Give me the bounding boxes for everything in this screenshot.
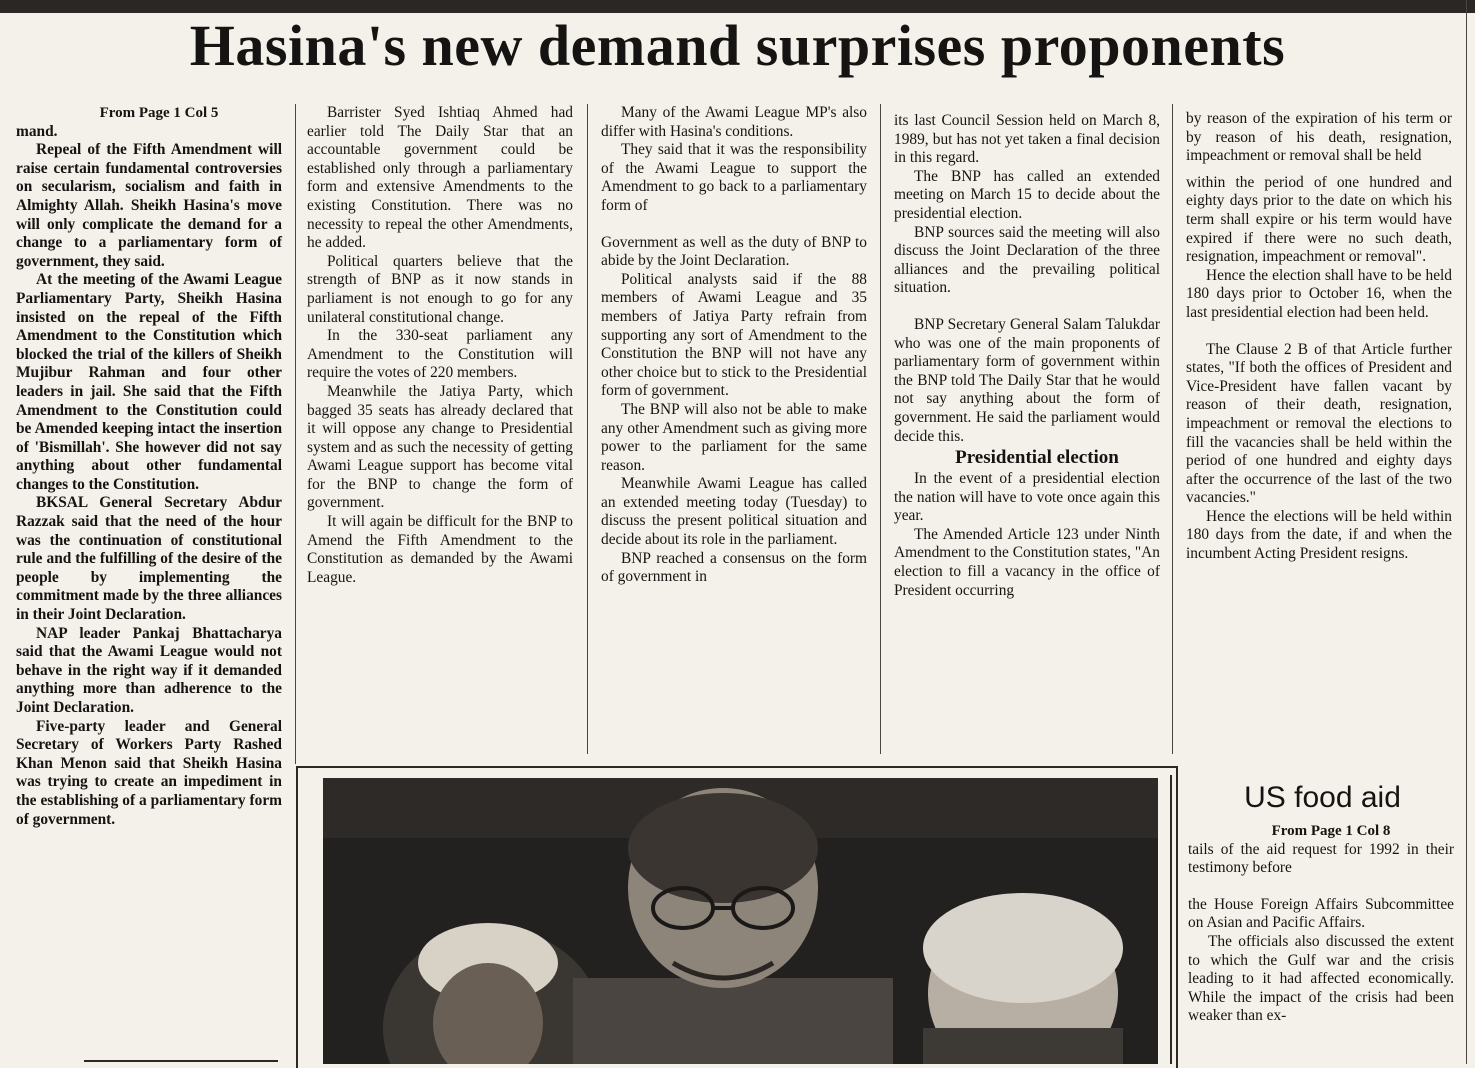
paragraph: Meanwhile the Jatiya Party, which bagged 35 seats has already declared that it will oppose any change to Presidential system and as such the necessity of getting Awami League support has become vital for the BNP to change the form of government. [307,382,573,512]
paragraph: In the 330-seat parliament any Amendment to the Constitution will require the votes of 220 members. [307,327,573,382]
paragraph: BKSAL General Secretary Abdur Razzak said that the need of the hour was the continuation of constitutional rule and the fulfilling of the desire of the people by implementing the commitment made by the three alliances in their Joint Declaration. [16,494,282,624]
sidebar-article [1188,822,1454,1026]
paragraph: Government as well as the duty of BNP to abide by the Joint Declaration. [601,233,867,270]
photo-illustration [323,778,1158,1064]
article-column-3 [601,104,867,587]
news-photo [323,778,1158,1064]
paragraph: Many of the Awami League MP's also differ with Hasina's conditions. [601,104,867,140]
paragraph: Political quarters believe that the strength of BNP as it now stands in parliament is not enough to go for any unilateral constitutional change. [307,252,573,326]
paragraph: NAP leader Pankaj Bhattacharya said that the Awami League would not behave in the right way if it demanded anything more than adherence to the Joint Declaration. [16,624,282,716]
paragraph: The BNP will also not be able to make any other Amendment such as giving more power to the parliament for the same reason. [601,400,867,474]
paragraph: Hence the election shall have to be held 180 days prior to October 16, when the last presidential election had been held. [1186,266,1452,321]
paragraph: The BNP has called an extended meeting on March 15 to decide about the presidential election. [894,167,1160,222]
top-border [0,0,1475,11]
column-rule [587,104,588,754]
headline: Hasina's new demand surprises proponents [189,13,1286,78]
paragraph: In the event of a presidential election the nation will have to vote once again this year. [894,470,1160,525]
paragraph: Meanwhile Awami League has called an extended meeting today (Tuesday) to discuss the present political situation and decide about its role in the parliament. [601,475,867,549]
column-rule [1172,104,1173,754]
sidebar-rule [1170,775,1172,1064]
jump-line: From Page 1 Col 5 [99,105,219,121]
paragraph: tails of the aid request for 1992 in their testimony before [1188,840,1454,877]
paragraph: the House Foreign Affairs Subcommittee on Asian and Pacific Affairs. [1188,895,1454,932]
paragraph: Five-party leader and General Secretary of Workers Party Rashed Khan Menon said that Sheikh Hasina was trying to create an impediment in the establishing of a parliamentary form of government. [16,717,282,828]
article-column-5 [1186,110,1452,564]
page-edge-rule [1466,0,1467,1064]
paragraph: BNP Secretary General Salam Talukdar who was one of the main proponents of parliamentary form of government within the BNP told The Daily Star that he would not say anything about the form of government. He said the parliament would decide this. [894,315,1160,445]
paragraph: BNP reached a consensus on the form of government in [601,549,867,586]
column-rule [295,104,296,764]
paragraph: The Clause 2 B of that Article further states, "If both the offices of President and Vice-President have fallen vacant by reason of their death, resignation, impeachment or removal the elections to fill the vacancies shall be held within the period of one hundred and eighty days after the occurrence of the last of the two vacancies." [1186,340,1452,507]
paragraph: mand. [16,122,58,140]
paragraph: Repeal of the Fifth Amendment will raise certain fundamental controversies on secularism, socialism and faith in Almighty Allah. Sheikh Hasina's move will only complicate the demand for a change to a parliamentary form of government, they said. [16,141,282,270]
subheading: Presidential election [955,447,1119,469]
paragraph: It will again be difficult for the BNP to Amend the Fifth Amendment to the Constitution as demanded by the Awami League. [307,513,573,586]
paragraph: by reason of the expiration of his term or by reason of his death, resignation, impeachment or removal shall be held [1186,110,1452,165]
jump-line: From Page 1 Col 8 [1271,823,1391,839]
paragraph: within the period of one hundred and eighty days prior to the date on which his term shall expire or his term would have expired if there were no such death, resignation, impeachment or removal". [1186,173,1452,266]
paragraph: Hence the elections will be held within 180 days from the date, if and when the incumbent Acting President resigns. [1186,507,1452,563]
article-column-2 [307,104,573,587]
bottom-rule [84,1060,278,1062]
paragraph: its last Council Session held on March 8, 1989, but has not yet taken a final decision in this regard. [894,112,1160,167]
paragraph: BNP sources said the meeting will also discuss the Joint Declaration of the three alliances and the prevailing political situation. [894,223,1160,297]
paragraph: Political analysts said if the 88 members of Awami League and 35 members of Jatiya Party refrain from supporting any sort of Amendment to the Constitution the BNP will not have any other choice but to stick to the Presidential form of government. [601,270,867,400]
article-column-1 [16,104,282,829]
paragraph: They said that it was the responsibility of the Awami League to support the Amendment to go back to a parliamentary form of [601,141,867,214]
sidebar-headline: US food aid [1244,781,1401,814]
paragraph: The Amended Article 123 under Ninth Amendment to the Constitution states, "An election to fill a vacancy in the office of President occurring [894,525,1160,599]
paragraph: At the meeting of the Awami League Parliamentary Party, Sheikh Hasina insisted on the repeal of the Fifth Amendment to the Constitution which blocked the trial of the killers of Sheikh Mujibur Rahman and four other leaders in jail. She said that the Fifth Amendment to the Constitution could be Amended keeping intact the insertion of 'Bismillah'. She however did not say anything about other fundamental changes to the Constitution. [16,271,282,493]
article-column-4 [894,112,1160,600]
column-rule [880,104,881,754]
paragraph: The officials also discussed the extent to which the Gulf war and the crisis leading to it had affected economically. While the impact of the crisis had been weaker than ex- [1188,932,1454,1025]
paragraph: Barrister Syed Ishtiaq Ahmed had earlier told The Daily Star that an accountable government could be established only through a parliamentary form and extensive Amendments to the existing Constitution. There was no necessity to repeal the other Amendments, he added. [307,104,573,252]
